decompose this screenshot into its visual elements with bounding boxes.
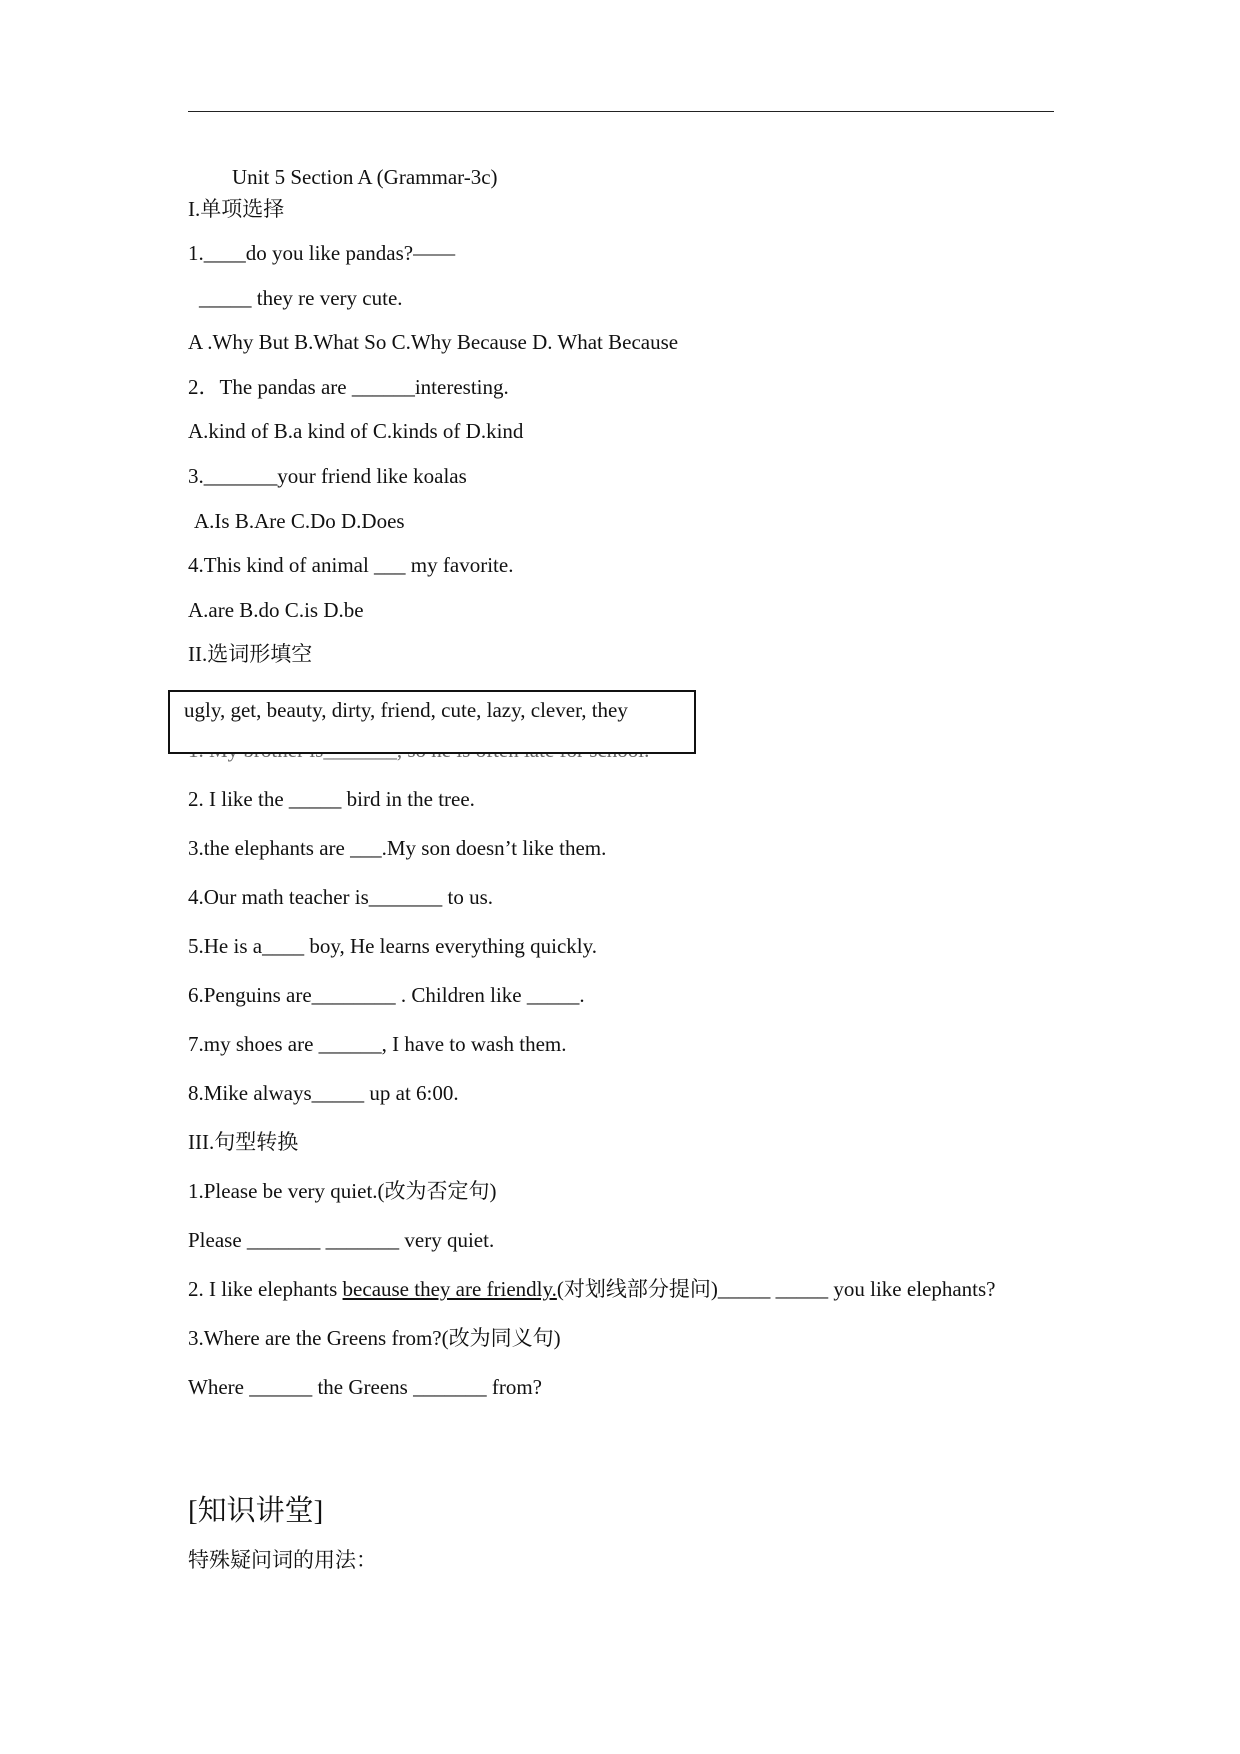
- question-3-2-underlined: because they are friendly.: [342, 1277, 557, 1301]
- header-rule: [188, 111, 1054, 112]
- question-1-3-options: A.Is B.Are C.Do D.Does: [194, 509, 405, 533]
- question-2-2: 2. I like the _____ bird in the tree.: [188, 787, 475, 811]
- question-3-1-answer: Please _______ _______ very quiet.: [188, 1228, 495, 1252]
- section-3-heading: III.句型转换: [188, 1130, 299, 1154]
- question-3-3: 3.Where are the Greens from?(改为同义句): [188, 1326, 561, 1350]
- question-1-1: 1.____do you like pandas?——: [188, 241, 456, 265]
- question-2-5: 5.He is a____ boy, He learns everything quickly.: [188, 934, 598, 958]
- question-3-2-prefix: 2. I like elephants: [188, 1277, 343, 1301]
- knowledge-heading: [知识讲堂]: [188, 1495, 324, 1527]
- question-2-8: 8.Mike always_____ up at 6:00.: [188, 1081, 459, 1105]
- question-1-2-options: A.kind of B.a kind of C.kinds of D.kind: [188, 419, 524, 443]
- question-1-1-options: A .Why But B.What So C.Why Because D. What Because: [188, 330, 679, 354]
- question-1-2: 2．The pandas are ______interesting.: [188, 375, 509, 399]
- question-3-1: 1.Please be very quiet.(改为否定句): [188, 1179, 497, 1203]
- question-1-3: 3._______your friend like koalas: [188, 464, 467, 488]
- knowledge-subheading: 特殊疑问词的用法：: [188, 1548, 377, 1572]
- question-3-2-suffix: (对划线部分提问)_____ _____ you like elephants?: [556, 1277, 996, 1301]
- question-1-1-answer: _____ they re very cute.: [199, 286, 403, 310]
- question-2-3: 3.the elephants are ___.My son doesn’t like them.: [188, 836, 607, 860]
- question-2-7: 7.my shoes are ______, I have to wash them.: [188, 1032, 567, 1056]
- question-2-6: 6.Penguins are________ . Children like _____.: [188, 983, 585, 1007]
- word-bank: ugly, get, beauty, dirty, friend, cute, lazy, clever, they: [184, 698, 628, 722]
- question-1-4: 4.This kind of animal ___ my favorite.: [188, 553, 514, 577]
- question-3-3-answer: Where ______ the Greens _______ from?: [188, 1375, 542, 1399]
- document-title: Unit 5 Section A (Grammar-3c): [232, 165, 498, 189]
- question-2-4: 4.Our math teacher is_______ to us.: [188, 885, 494, 909]
- question-3-2: [188, 1277, 996, 1301]
- section-2-heading: II.选词形填空: [188, 642, 313, 666]
- section-1-heading: I.单项选择: [188, 197, 285, 221]
- question-1-4-options: A.are B.do C.is D.be: [188, 598, 364, 622]
